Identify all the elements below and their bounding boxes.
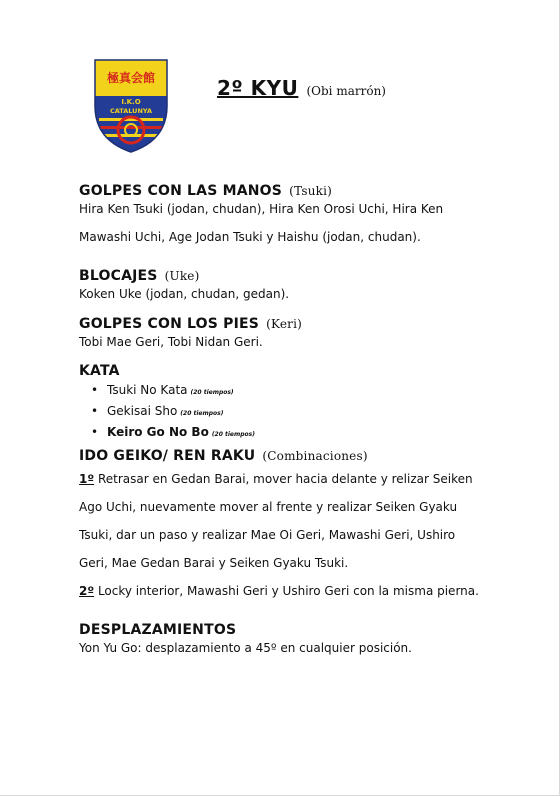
paragraph-line: Geri, Mae Gedan Barai y Seiken Gyaku Tsuki. bbox=[79, 556, 349, 570]
logo-line1: I.K.O bbox=[121, 98, 141, 106]
list-item bbox=[91, 381, 549, 402]
heading-title: DESPLAZAMIENTOS bbox=[79, 622, 237, 638]
heading-title: BLOCAJES bbox=[79, 268, 158, 284]
kata-name: Tsuki No Kata bbox=[107, 383, 188, 397]
section-heading bbox=[79, 363, 549, 379]
section-desplazamientos bbox=[79, 622, 549, 658]
logo-line2: CATALUNYA bbox=[110, 107, 152, 115]
section-blocajes bbox=[79, 268, 549, 304]
paragraph-line: Tsuki, dar un paso y realizar Mae Oi Geri, Mawashi Geri, Ushiro bbox=[79, 528, 456, 542]
kata-name: Keiro Go No Bo bbox=[107, 425, 209, 439]
kata-note: (20 tiempos) bbox=[180, 410, 224, 417]
paragraph-line: Yon Yu Go: desplazamiento a 45º en cualquier posición. bbox=[79, 641, 412, 655]
section-ido-geiko bbox=[79, 448, 549, 605]
combination-text: Locky interior, Mawashi Geri y Ushiro Geri con la misma pierna. bbox=[94, 584, 479, 598]
list-item bbox=[91, 423, 549, 444]
heading-sub: (Uke) bbox=[164, 269, 200, 283]
combination-number: 1º bbox=[79, 472, 95, 486]
section-pies bbox=[79, 316, 549, 352]
heading-title: IDO GEIKO/ REN RAKU bbox=[79, 448, 256, 464]
paragraph-line: Hira Ken Tsuki (jodan, chudan), Hira Ken Orosi Uchi, Hira Ken bbox=[79, 202, 444, 216]
page-title: 2º KYU bbox=[217, 76, 299, 100]
paragraph-line: Koken Uke (jodan, chudan, gedan). bbox=[79, 287, 290, 301]
section-heading bbox=[79, 448, 549, 464]
paragraph-line: Tobi Mae Geri, Tobi Nidan Geri. bbox=[79, 335, 263, 349]
section-manos bbox=[79, 183, 549, 247]
kata-list bbox=[79, 381, 549, 444]
combination-number: 2º bbox=[79, 584, 95, 598]
list-item bbox=[91, 402, 549, 423]
page-title-row bbox=[217, 76, 386, 100]
heading-sub: (Keri) bbox=[266, 317, 303, 331]
section-kata bbox=[79, 363, 549, 444]
heading-title: GOLPES CON LOS PIES bbox=[79, 316, 260, 332]
kata-name: Gekisai Sho bbox=[107, 404, 178, 418]
heading-title: GOLPES CON LAS MANOS bbox=[79, 183, 283, 199]
page-subtitle: (Obi marrón) bbox=[306, 84, 386, 98]
paragraph-line: Mawashi Uchi, Age Jodan Tsuki y Haishu (jodan, chudan). bbox=[79, 230, 421, 244]
section-heading bbox=[79, 183, 549, 199]
shield-emblem-icon bbox=[93, 58, 169, 154]
iko-catalunya-logo bbox=[93, 58, 169, 154]
section-heading bbox=[79, 268, 549, 284]
kata-note: (20 tiempos) bbox=[190, 389, 234, 396]
combination-text: Retrasar en Gedan Barai, mover hacia delante y relizar Seiken bbox=[94, 472, 473, 486]
heading-sub: (Combinaciones) bbox=[262, 449, 368, 463]
heading-sub: (Tsuki) bbox=[289, 184, 333, 198]
paragraph-line bbox=[79, 465, 549, 493]
heading-title: KATA bbox=[79, 363, 120, 379]
logo-kanji: 極真会館 bbox=[106, 71, 156, 85]
kata-note: (20 tiempos) bbox=[211, 431, 255, 438]
paragraph-line: Ago Uchi, nuevamente mover al frente y realizar Seiken Gyaku bbox=[79, 500, 458, 514]
section-heading bbox=[79, 622, 549, 638]
paragraph-line bbox=[79, 577, 549, 605]
section-heading bbox=[79, 316, 549, 332]
